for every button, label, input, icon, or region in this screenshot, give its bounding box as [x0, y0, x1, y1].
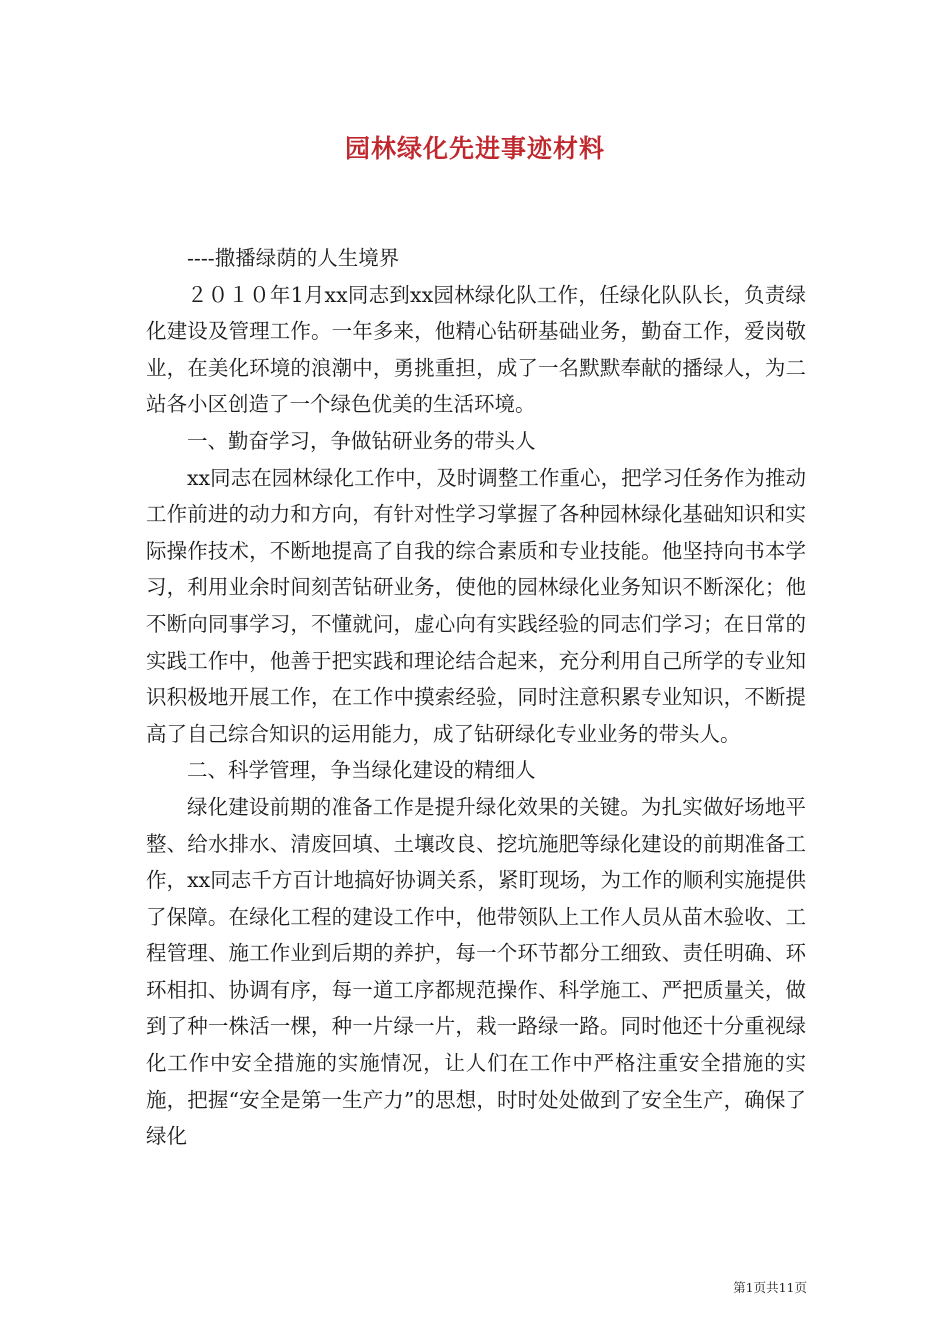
page-number: 第1页共11页 — [733, 1280, 807, 1295]
document-body — [146, 240, 806, 1155]
paragraph-section-2: 绿化建设前期的准备工作是提升绿化效果的关键。为扎实做好场地平整、给水排水、清废回填、土壤改良、挖坑施肥等绿化建设的前期准备工作，xx同志千方百计地搞好协调关系，紧盯现场，为工作的顺利实施提供了保障。在绿化工程的建设工作中，他带领队上工作人员从苗木验收、工程管理、施工作业到后期的养护，每一个环节都分工细致、责任明确、环环相扣、协调有序，每一道工序都规范操作、科学施工、严把质量关，做到了种一株活一棵，种一片绿一片，栽一路绿一路。同时他还十分重视绿化工作中安全措施的实施情况，让人们在工作中严格注重安全措施的实施，把握“安全是第一生产力”的思想，时时处处做到了安全生产，确保了绿化 — [146, 794, 806, 1149]
section-heading-1: 一、勤奋学习，争做钻研业务的带头人 — [187, 428, 536, 453]
document-subtitle: ----撒播绿荫的人生境界 — [187, 246, 400, 270]
document-title: 园林绿化先进事迹材料 — [344, 134, 605, 163]
paragraph-section-1: xx同志在园林绿化工作中，及时调整工作重心，把学习任务作为推动工作前进的动力和方向，有针对性学习掌握了各种园林绿化基础知识和实际操作技术，不断地提高了自我的综合素质和专业技能。他坚持向书本学习，利用业余时间刻苦钻研业务，使他的园林绿化业务知识不断深化；他不断向同事学习，不懂就问，虚心向有实践经验的同志们学习；在日常的实践工作中，他善于把实践和理论结合起来，充分利用自己所学的专业知识积极地开展工作，在工作中摸索经验，同时注意积累专业知识，不断提高了自己综合知识的运用能力，成了钻研绿化专业业务的带头人。 — [146, 465, 806, 746]
section-heading-2: 二、科学管理，争当绿化建设的精细人 — [187, 758, 536, 783]
paragraph-intro: ２０１０年1月xx同志到xx园林绿化队工作，任绿化队队长，负责绿化建设及管理工作。一年多来，他精心钻研基础业务，勤奋工作，爱岗敬业，在美化环境的浪潮中，勇挑重担，成了一名默默奉献的播绿人，为二站各小区创造了一个绿色优美的生活环境。 — [146, 282, 806, 417]
